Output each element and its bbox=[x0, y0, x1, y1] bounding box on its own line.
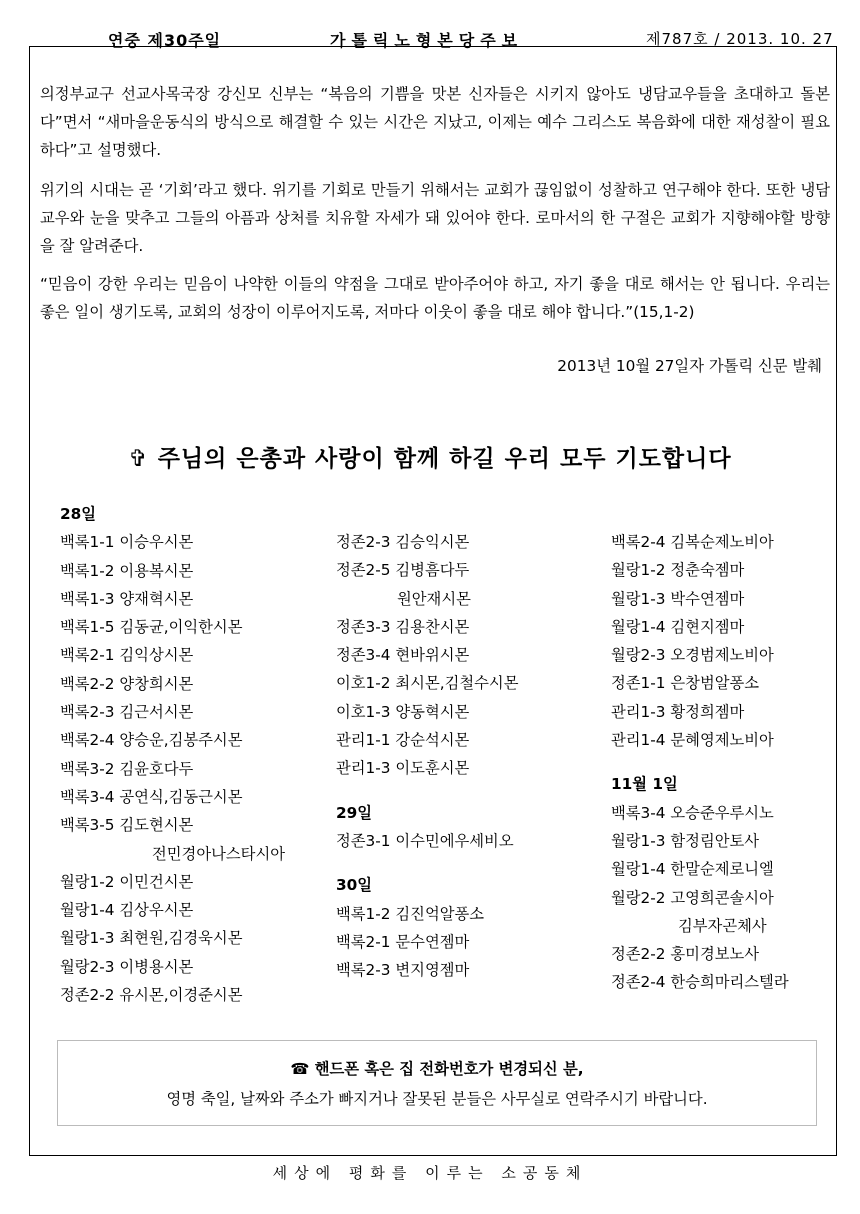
list-item: 백록3-5 김도현시몬 bbox=[60, 816, 194, 835]
list-item: 백록2-1 문수연젬마 bbox=[336, 932, 470, 951]
contact-notice bbox=[57, 1040, 817, 1126]
list-item: 월랑1-3 박수연젬마 bbox=[611, 589, 745, 608]
article-paragraph-3 bbox=[40, 270, 830, 326]
notice-line-2: 영명 축일, 날짜와 주소가 빠지거나 잘못된 분들은 사무실로 연락주시기 바랍니다. bbox=[166, 1090, 708, 1108]
list-item: 이호1-3 양동혁시몬 bbox=[336, 702, 470, 721]
list-item: 백록2-3 김근서시몬 bbox=[60, 703, 194, 722]
list-item: 백록2-4 김복순제노비아 bbox=[611, 533, 774, 551]
day-heading: 28일 bbox=[60, 505, 97, 523]
list-item: 백록3-2 김윤호다두 bbox=[60, 759, 194, 778]
paragraph-text: 위기의 시대는 곧 ‘기회’라고 했다. 위기를 기회로 만들기 위해서는 교회가 끊임없이 성찰하고 연구해야 한다. 또한 냉담교우와 눈을 맞추고 그들의 아픔과 상처를 치유할 자세가 돼 있어야 한다. 로마서의 한 구절은 교회가 지향해야할 방향을 잘 알려준다. bbox=[40, 181, 830, 255]
prayer-heading bbox=[0, 440, 860, 473]
list-item: 정존2-2 유시몬,이경준시몬 bbox=[60, 986, 243, 1005]
day-heading: 29일 bbox=[336, 803, 373, 822]
phone-icon: ☎ bbox=[290, 1060, 310, 1078]
notice-line-1 bbox=[58, 1057, 816, 1079]
list-item: 관리1-3 황정희젬마 bbox=[611, 702, 745, 721]
paragraph-text: “믿음이 강한 우리는 믿음이 나약한 이들의 약점을 그대로 받아주어야 하고, 자기 좋을 대로 해서는 안 됩니다. 우리는 좋은 일이 생기도록, 교회의 성장이 이루어지도록, 저마다 이웃이 좋을 대로 해야 합니다.”(15,1-2) bbox=[40, 275, 830, 321]
list-item: 백록2-3 변지영젬마 bbox=[336, 961, 470, 980]
article-paragraph-1 bbox=[40, 80, 830, 164]
day-heading: 30일 bbox=[336, 876, 373, 895]
list-item: 이호1-2 최시몬,김철수시몬 bbox=[336, 674, 519, 693]
page-footer: 세상에 평화를 이루는 소공동체 bbox=[272, 1164, 588, 1182]
list-item: 백록2-4 양승운,김봉주시몬 bbox=[60, 731, 243, 750]
list-item: 관리1-4 문혜영제노비아 bbox=[611, 731, 774, 750]
list-item: 월랑2-3 이병용시몬 bbox=[60, 957, 194, 976]
list-item: 전민경아나스타시아 bbox=[152, 844, 285, 863]
liturgical-week: 연중 제30주일 bbox=[108, 31, 222, 50]
cross-icon: ✞ bbox=[128, 446, 149, 472]
list-item: 월랑2-2 고영희콘솔시아 bbox=[611, 888, 774, 907]
list-item: 김부자곤체사 bbox=[678, 916, 767, 935]
list-item: 백록1-2 김진억알퐁소 bbox=[336, 904, 485, 923]
list-item: 백록1-1 이승우시몬 bbox=[60, 533, 194, 552]
list-item: 관리1-3 이도훈시몬 bbox=[336, 759, 470, 778]
list-item: 월랑1-2 이민건시몬 bbox=[60, 872, 194, 891]
list-item: 월랑1-4 김상우시몬 bbox=[60, 901, 194, 920]
list-item: 정존2-2 홍미경보노사 bbox=[611, 945, 760, 964]
list-item: 월랑1-3 최현원,김경욱시몬 bbox=[60, 929, 243, 948]
list-item: 원안재시몬 bbox=[397, 589, 471, 608]
list-item: 정존3-4 현바위시몬 bbox=[336, 646, 470, 665]
prayer-text: 주님의 은총과 사랑이 함께 하길 우리 모두 기도합니다 bbox=[157, 446, 732, 472]
paragraph-text: 의정부교구 선교사목국장 강신모 신부는 “복음의 기쁨을 맛본 신자들은 시키지 않아도 냉담교우들을 초대하고 돌본다”면서 “새마을운동식의 방식으로 해결할 수 있는 시간은 지났고, 이제는 예수 그리스도 복음화에 대한 재성찰이 필요하다”고 설명했다. bbox=[40, 85, 830, 159]
list-item: 백록3-4 공연식,김동근시몬 bbox=[60, 787, 243, 806]
list-item: 백록3-4 오승준우루시노 bbox=[611, 803, 774, 822]
list-item: 백록1-3 양재혁시몬 bbox=[60, 589, 194, 608]
notice-line-1-text: 핸드폰 혹은 집 전화번호가 변경되신 분, bbox=[314, 1060, 584, 1078]
list-item: 관리1-1 강순석시몬 bbox=[336, 731, 470, 750]
list-item: 백록2-2 양창희시몬 bbox=[60, 674, 194, 693]
list-item: 정존1-1 은창범알퐁소 bbox=[611, 674, 760, 693]
list-column-1 bbox=[60, 500, 285, 1009]
list-item: 정존3-1 이수민에우세비오 bbox=[336, 831, 514, 850]
list-item: 월랑1-2 정춘숙젬마 bbox=[611, 561, 745, 580]
list-item: 백록1-5 김동균,이익한시몬 bbox=[60, 618, 243, 637]
list-item: 정존2-3 김승익시몬 bbox=[336, 533, 470, 551]
list-item: 정존2-5 김병흠다두 bbox=[336, 561, 470, 580]
list-item: 정존2-4 한승희마리스텔라 bbox=[611, 973, 789, 992]
article-source: 2013년 10월 27일자 가톨릭 신문 발췌 bbox=[557, 357, 822, 375]
list-item: 월랑1-4 한말순제로니엘 bbox=[611, 860, 774, 879]
day-heading: 11월 1일 bbox=[611, 775, 678, 794]
list-item: 월랑1-4 김현지젬마 bbox=[611, 617, 745, 636]
list-item: 백록1-2 이용복시몬 bbox=[60, 561, 194, 580]
article-paragraph-2 bbox=[40, 176, 830, 260]
list-item: 월랑2-3 오경범제노비아 bbox=[611, 646, 774, 665]
list-column-3 bbox=[611, 528, 789, 997]
list-item: 월랑1-3 함정림안토사 bbox=[611, 831, 760, 850]
issue-number: 제787호 / 2013. 10. 27 bbox=[646, 30, 834, 48]
list-item: 백록2-1 김익상시몬 bbox=[60, 646, 194, 665]
list-item: 정존3-3 김용찬시몬 bbox=[336, 617, 470, 636]
list-column-2 bbox=[336, 528, 518, 984]
bulletin-title: 가톨릭노형본당주보 bbox=[330, 31, 524, 50]
